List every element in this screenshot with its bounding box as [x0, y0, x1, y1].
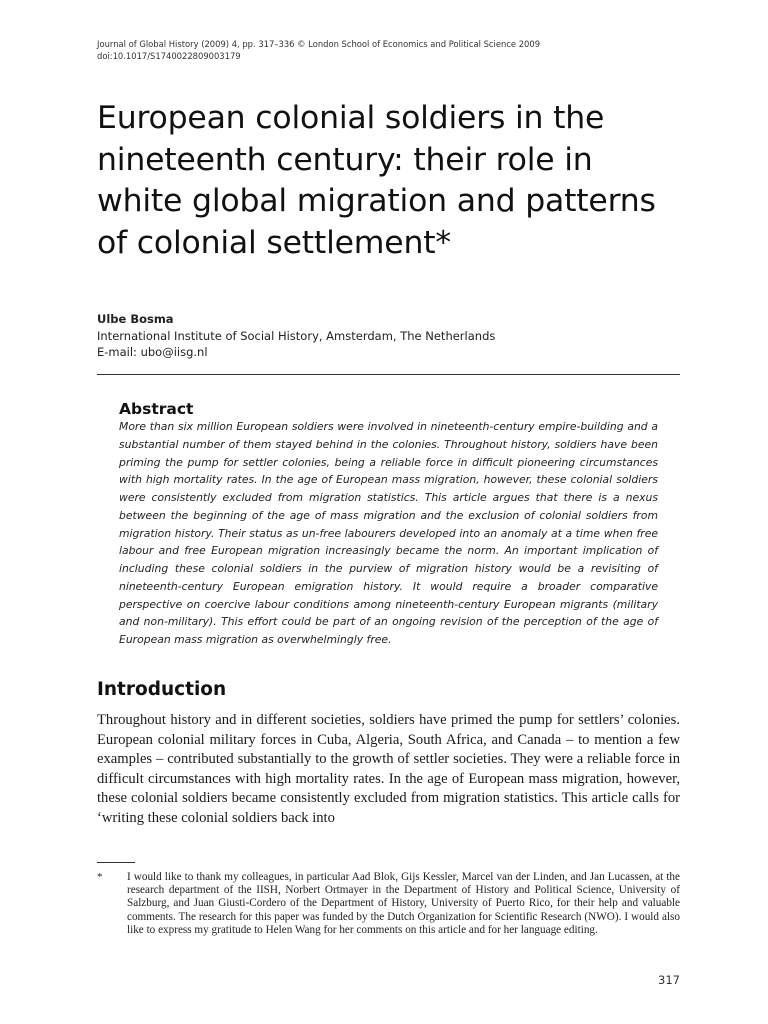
journal-header: [97, 38, 540, 62]
footnote-mark: *: [97, 871, 103, 883]
abstract-text: More than six million European soldiers were involved in nineteenth-century empire-building and a substantial number of them stayed behind in the colonies. Throughout history, soldiers have been priming the pump for settler colonies, being a reliable force in difficult pioneering circumstances with high mortality rates. In the age of European mass migration, however, these colonial soldiers were consistently excluded from migration statistics. This article argues that there is a nexus between the beginning of the age of mass migration and the exclusion of colonial soldiers from migration history. Their status as un-free labourers developed into an anomaly at a time when free labour and free European migration increasingly became the norm. An important implication of including these colonial soldiers in the purview of migration history would be a revisiting of nineteenth-century European emigration history. It would require a broader comparative perspective on coercive labour conditions among nineteenth-century European migrants (military and non-military). This effort could be part of an ongoing revision of the perception of the age of European mass migration as overwhelmingly free.: [119, 420, 658, 646]
author-email[interactable]: E-mail: ubo@iisg.nl: [97, 345, 208, 359]
author-affiliation: International Institute of Social History, Amsterdam, The Netherlands: [97, 328, 496, 343]
introduction-heading: Introduction: [97, 679, 227, 700]
footnote-text: I would like to thank my colleagues, in particular Aad Blok, Gijs Kessler, Marcel van der Linden, and Jan Lucassen, at the research department of the IISH, Norbert Ortmayer in the Department of History and Political Science, University of Salzburg, and Juan Giusti-Cordero of the Department of History, University of Puerto Rico, for their help and valuable comments. The research for this paper was funded by the Dutch Organization for Scientific Research (NWO). I would also like to express my gratitude to Helen Wang for her comments on this article and for her language editing.: [127, 871, 680, 936]
header-divider: [97, 374, 680, 375]
doi-link[interactable]: doi:10.1017/S1740022809003179: [97, 51, 241, 61]
journal-citation: Journal of Global History (2009) 4, pp. 317–336 © London School of Economics and Political Science 2009: [97, 39, 541, 49]
author-name: Ulbe Bosma: [97, 312, 174, 326]
author-block: [97, 311, 495, 361]
abstract-section: [119, 398, 658, 649]
page-number: 317: [658, 973, 680, 987]
footnote-divider: [97, 862, 135, 863]
article-title: European colonial soldiers in the nineteenth century: their role in white global migration and patterns of colonial settlement*: [97, 100, 656, 261]
introduction-text: Throughout history and in different societies, soldiers have primed the pump for settlers’ colonies. European colonial military forces in Cuba, Algeria, South Africa, and Canada – to mention a few examples – contributed substantially to the growth of settler societies. They were a reliable force in difficult circumstances with high mortality rates. In the age of European mass migration, however, these colonial soldiers became consistently excluded from migration statistics. This article calls for ‘writing these colonial soldiers back into: [97, 712, 680, 826]
abstract-heading: Abstract: [119, 400, 194, 418]
footnote: [97, 871, 680, 937]
